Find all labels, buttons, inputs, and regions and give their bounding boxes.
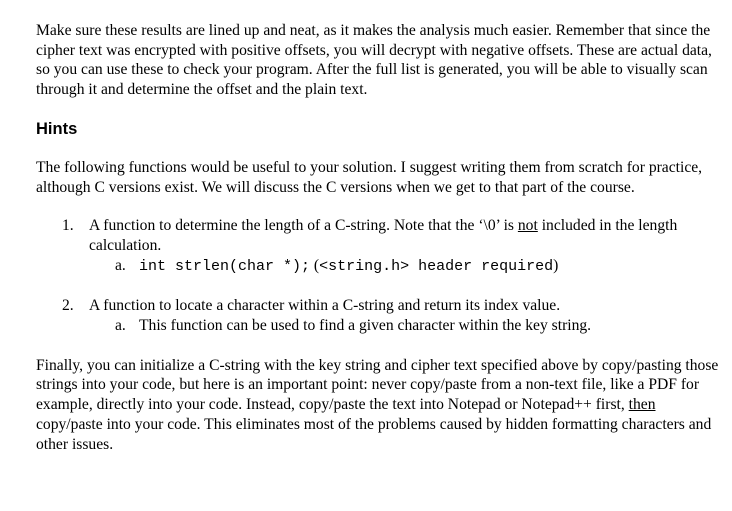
document-page [36,21,721,454]
list-number: 1. [62,217,74,235]
string-h-header: <string.h> header required [319,257,554,275]
underlined-then: then [628,396,656,414]
list-item-text: A function to determine the length of a C-string. Note that the ‘\0’ is not included in the length calculation. [89,217,678,254]
list-item-find-char [36,296,721,335]
sub-item-find-char [115,316,721,336]
underlined-not: not [517,217,538,235]
finally-paragraph: Finally, you can initialize a C-string with the key string and cipher text specified above by copy/pasting those strings into your code, but here is an important point: never copy/paste from a non-text file, like a PDF for example, directly into your code. Instead, copy/paste the text into Notepad or Notepad++ first, then copy/paste into your code. This eliminates most of the problems caused by hidden formatting characters and other issues. [36,356,719,453]
sub-letter: a. [115,256,126,274]
hints-intro-paragraph: The following functions would be useful to your solution. I suggest writing them from scratch for practice, although C versions exist. We will discuss the C versions when we get to that part of the course. [36,158,703,196]
strlen-code: int strlen(char *); [139,257,311,275]
sub-letter: a. [115,317,126,335]
list-item-strlen [36,216,721,276]
sub-item-strlen-signature: a. int strlen(char *); (<string.h> header required) [115,256,559,275]
sub-item-text: This function can be used to find a given character within the key string. [139,317,592,335]
hints-list [36,216,721,336]
list-number: 2. [62,297,74,315]
list-item-text: A function to locate a character within a C-string and return its index value. [89,297,561,315]
intro-paragraph: Make sure these results are lined up and neat, as it makes the analysis much easier. Remember that since the cipher text was encrypted with positive offsets, you will decrypt with negative offsets. These are actual data, so you can use these to check your program. After the full list is generated, you will be able to visually scan through it and determine the offset and the plain text. [36,22,712,99]
hints-heading: Hints [36,119,78,138]
